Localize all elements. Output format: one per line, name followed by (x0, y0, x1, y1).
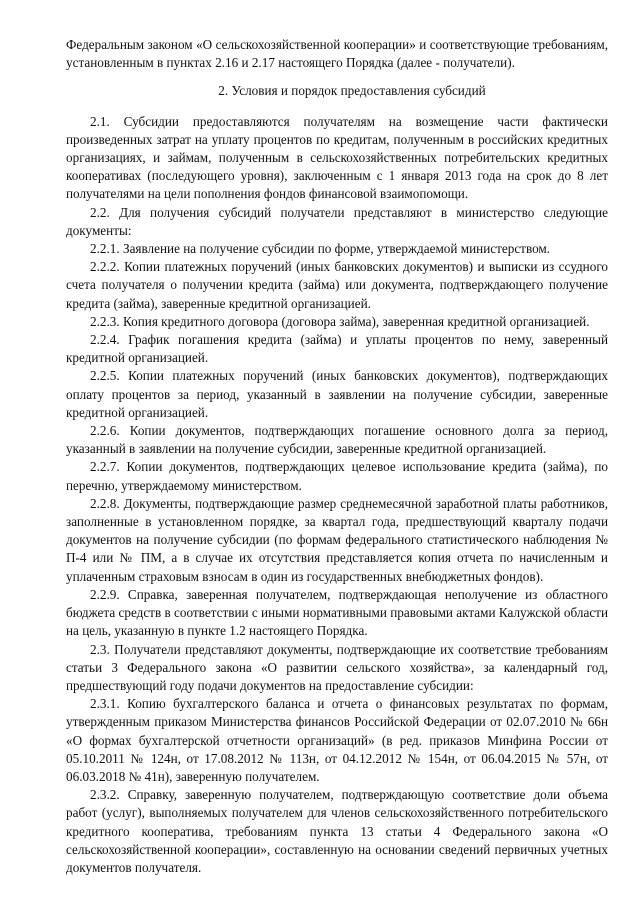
paragraph-2-3: 2.3. Получатели представляют документы, подтверждающие их соответствие требованиям статьи 3 Федерального закона «О развитии сельского хозяйства», за календарный год, предшествующий году подачи документов на предоставление субсидии: (66, 641, 608, 693)
paragraph-2-2-9: 2.2.9. Справка, заверенная получателем, подтверждающая неполучение из областного бюджета средств в соответствии с иными нормативными правовыми актами Калужской области на цель, указанную в пункте 1.2 настоящего Порядка. (66, 586, 608, 639)
paragraph-2-2-2: 2.2.2. Копии платежных поручений (иных банковских документов) и выписки из ссудного счета получателя о получении кредита (займа) или документа, подтверждающего получение кредита (займа), заверенные кредитной организацией. (66, 259, 608, 311)
paragraph-2-2-4: 2.2.4. График погашения кредита (займа) и уплаты процентов по нему, заверенный кредитной организацией. (66, 332, 608, 366)
intro-paragraph: Федеральным законом «О сельскохозяйственной кооперации» и соответствующие требованиям, установленным в пунктах 2.16 и 2.17 настоящего Порядка (далее - получатели). (66, 37, 608, 71)
paragraph-2-3-2: 2.3.2. Справку, заверенную получателем, подтверждающую соответствие доли объема работ (услуг), выполняемых получателем для членов сельскохозяйственного потребительского кредитного кооператива, требованиям пункта 13 статьи 4 Федерального закона «О сельскохозяйственной кооперации», составленную на основании сведений первичных учетных документов получателя. (66, 787, 608, 875)
paragraph-2-2-8: 2.2.8. Документы, подтверждающие размер среднемесячной заработной платы работников, заполненные в установленном порядке, за квартал года, предшествующий кварталу подачи документов на получение субсидии (по формам федерального статистического наблюдения № П-4 или № ПМ, а в случае их отсутствия представляется копия отчета по начисленным и уплаченным страховым взносам в один из государственных внебюджетных фондов). (66, 495, 608, 584)
paragraph-2-2-7: 2.2.7. Копии документов, подтверждающих целевое использование кредита (займа), по перечню, утверждаемому министерством. (66, 459, 608, 493)
paragraph-2-2-3: 2.2.3. Копия кредитного договора (договора займа), заверенная кредитной организацией. (90, 313, 590, 329)
section-heading: 2. Условия и порядок предоставления субсидий (218, 83, 486, 99)
paragraph-2-2-5: 2.2.5. Копии платежных поручений (иных банковских документов), подтверждающих оплату процентов за период, указанный в заявлении на получение субсидии, заверенные кредитной организацией. (66, 368, 608, 420)
paragraph-2-1: 2.1. Субсидии предоставляются получателям на возмещение части фактически произведенных затрат на уплату процентов по кредитам, полученным в российских кредитных организациях, и займам, полученным в сельскохозяйственных потребительских кредитных кооперативах (последующего уровня), заключенным с 1 января 2013 года на срок до 8 лет получателями на цели пополнения фондов финансовой взаимопомощи. (66, 113, 608, 202)
paragraph-2-2: 2.2. Для получения субсидий получатели представляют в министерство следующие документы: (66, 204, 608, 238)
paragraph-2-2-1: 2.2.1. Заявление на получение субсидии по форме, утверждаемой министерством. (90, 241, 551, 257)
paragraph-2-3-1: 2.3.1. Копию бухгалтерского баланса и отчета о финансовых результатах по формам, утвержденным приказом Министерства финансов Российской Федерации от 02.07.2010 № 66н «О формах бухгалтерской отчетности организаций» (в ред. приказов Минфина России от 05.10.2011 № 124н, от 17.08.2012 № 113н, от 04.12.2012 № 154н, от 06.04.2015 № 57н, от 06.03.2018 № 41н), заверенную получателем. (66, 696, 608, 784)
paragraph-2-2-6: 2.2.6. Копии документов, подтверждающих погашение основного долга за период, указанный в заявлении на получение субсидии, заверенные кредитной организацией. (66, 423, 608, 457)
section-body (66, 113, 608, 878)
